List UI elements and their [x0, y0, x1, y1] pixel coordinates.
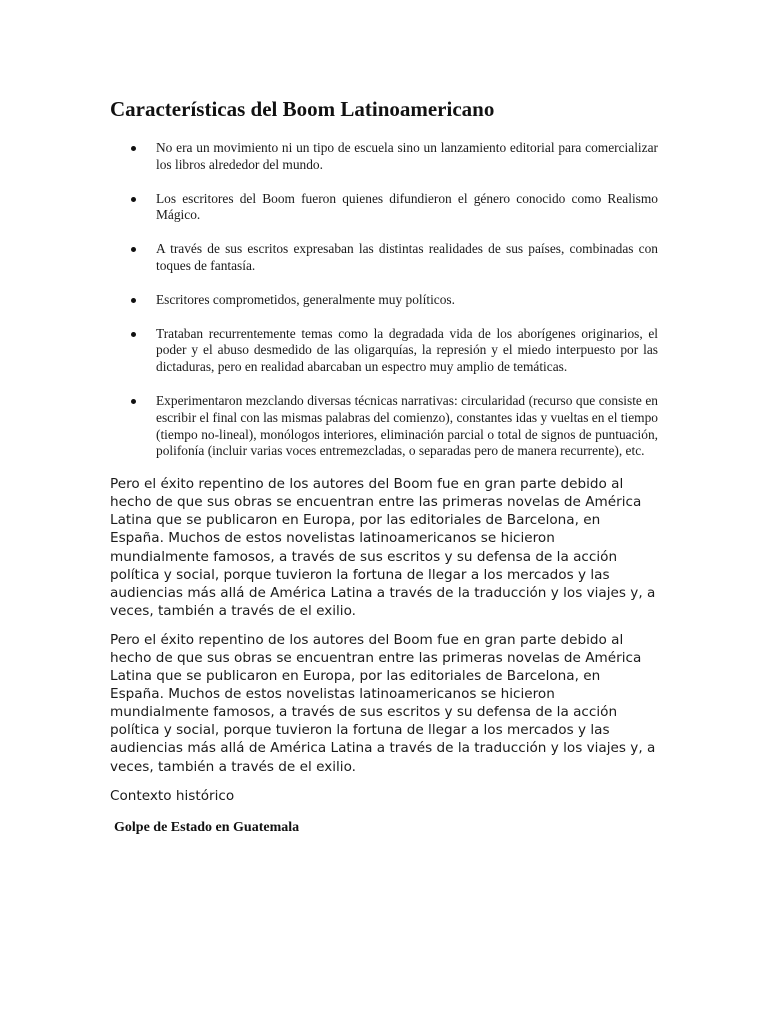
list-item-text: Escritores comprometidos, generalmente muy políticos. — [156, 291, 455, 307]
bullet-icon — [131, 332, 136, 337]
bullet-icon — [131, 146, 136, 151]
context-label: Contexto histórico — [110, 787, 235, 804]
characteristics-list — [110, 140, 658, 460]
list-item-text: A través de sus escritos expresaban las distintas realidades de sus países, combinadas con toques de fantasía. — [156, 241, 658, 273]
bullet-icon — [131, 247, 136, 252]
body-paragraph-2: Pero el éxito repentino de los autores del Boom fue en gran parte debido al hecho de que sus obras se encuentran entre las primeras novelas de América Latina que se publicaron en Europa, por las editoriales de Barcelona, en España. Muchos de estos novelistas latinoamericanos se hicieron mundialmente famosos, a través de sus escritos y su defensa de la acción política y social, porque tuvieron la fortuna de llegar a los mercados y las audiencias más allá de América Latina a través de la traducción y los viajes y, a veces, también a través de el exilio. — [110, 631, 656, 775]
list-item-text: Experimentaron mezclando diversas técnicas narrativas: circularidad (recurso que consiste en escribir el final con las mismas palabras del comienzo), constantes idas y vueltas en el tiempo (tiempo no-lineal), monólogos interiores, eliminación parcial o total de signos de puntuación, polifonía (incluir varias voces entremezcladas, o separadas pero de manera recurrente), etc. — [156, 392, 658, 459]
list-item — [110, 191, 658, 225]
bullet-icon — [131, 399, 136, 404]
list-item-text: Los escritores del Boom fueron quienes difundieron el género conocido como Realismo Mágico. — [156, 190, 658, 223]
list-item-text: Trataban recurrentemente temas como la degradada vida de los aborígenes originarios, el poder y el abuso desmedido de las oligarquías, la represión y el miedo interpuesto por las dictaduras, pero en realidad abarcaban un espectro muy amplio de temáticas. — [156, 325, 658, 375]
list-item — [110, 326, 658, 376]
list-item-text: No era un movimiento ni un tipo de escuela sino un lanzamiento editorial para comercializar los libros alrededor del mundo. — [156, 140, 658, 172]
page-title: Características del Boom Latinoamericano — [110, 97, 495, 121]
list-item — [110, 140, 658, 174]
section-subtitle: Golpe de Estado en Guatemala — [114, 819, 300, 835]
list-item — [110, 241, 658, 275]
list-item — [110, 292, 658, 309]
document-page — [110, 96, 658, 837]
list-item — [110, 393, 658, 460]
bullet-icon — [131, 197, 136, 202]
body-paragraph-1: Pero el éxito repentino de los autores del Boom fue en gran parte debido al hecho de que sus obras se encuentran entre las primeras novelas de América Latina que se publicaron en Europa, por las editoriales de Barcelona, en España. Muchos de estos novelistas latinoamericanos se hicieron mundialmente famosos, a través de sus escritos y su defensa de la acción política y social, porque tuvieron la fortuna de llegar a los mercados y las audiencias más allá de América Latina a través de la traducción y los viajes y, a veces, también a través de el exilio. — [110, 476, 656, 619]
bullet-icon — [131, 298, 136, 303]
